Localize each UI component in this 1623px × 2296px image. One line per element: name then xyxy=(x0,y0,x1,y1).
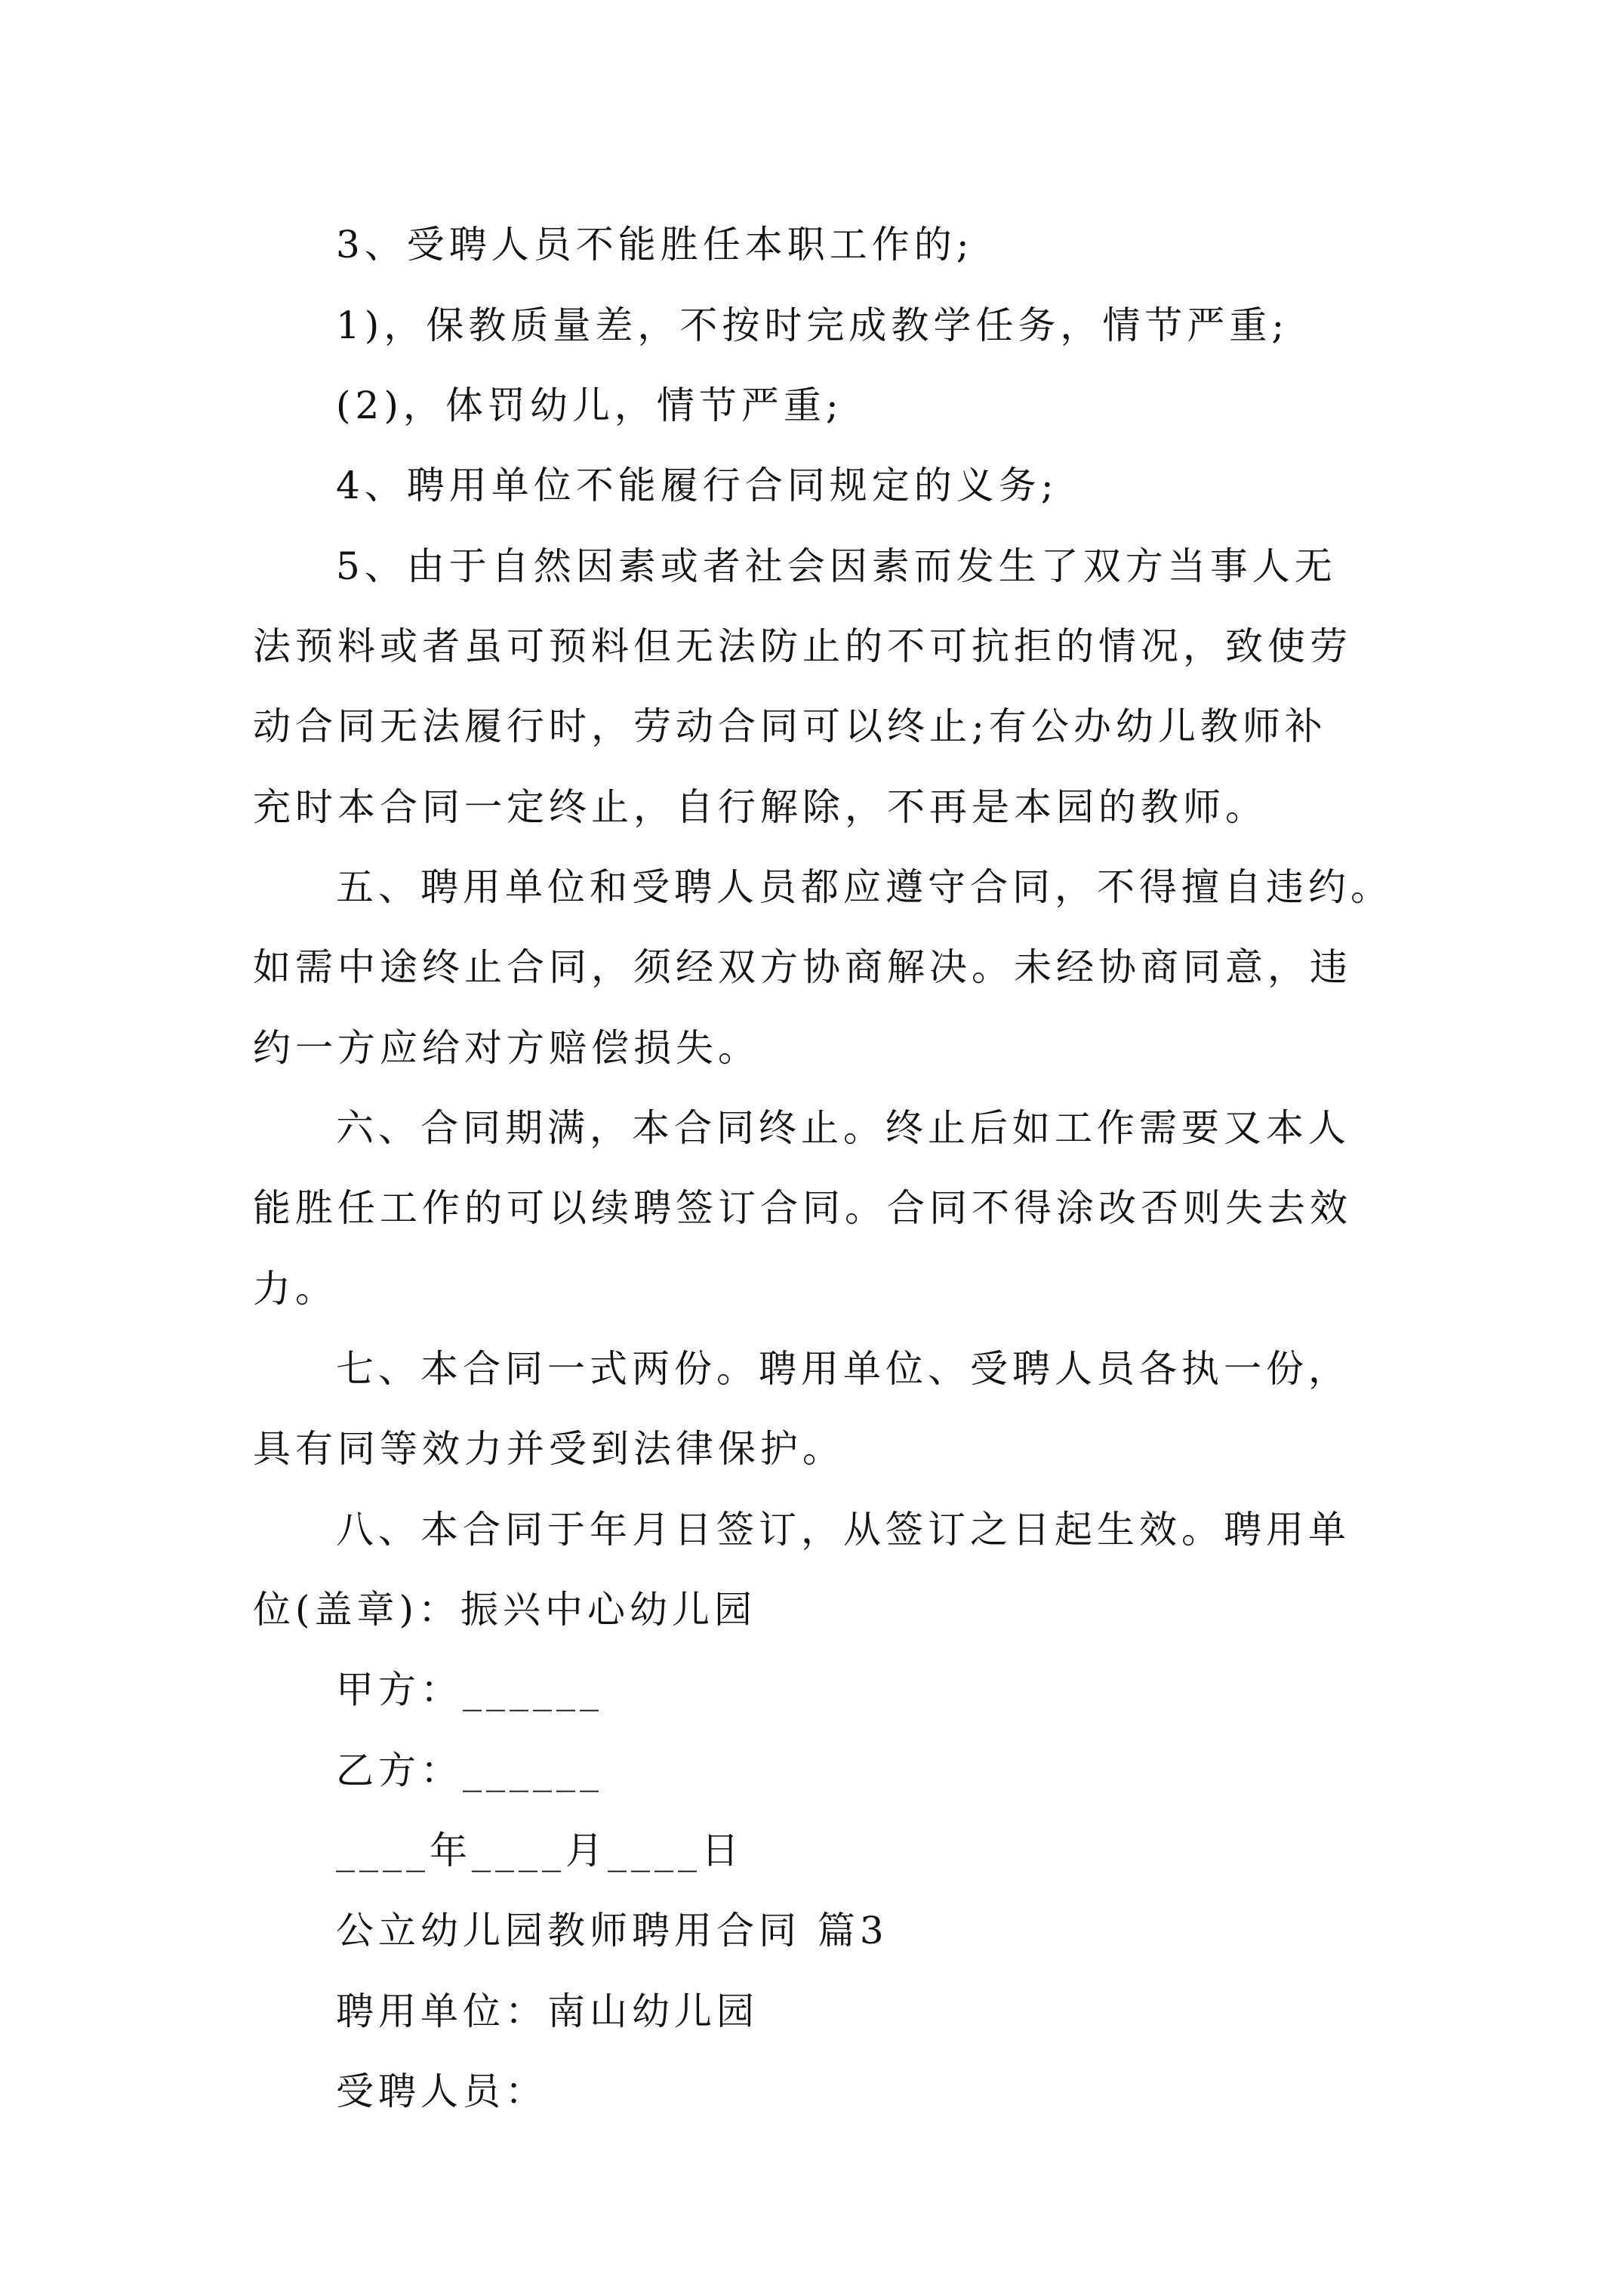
clause-5-line-3: 动合同无法履行时，劳动合同可以终止;有公办幼儿教师补 xyxy=(253,704,1327,748)
clause-3: 3、受聘人员不能胜任本职工作的; xyxy=(336,223,974,267)
clause-5-line-2: 法预料或者虽可预料但无法防止的不可抗拒的情况，致使劳 xyxy=(253,624,1352,668)
section-7-line-1: 七、本合同一式两份。聘用单位、受聘人员各执一份， xyxy=(336,1347,1350,1391)
section-8-line-1: 八、本合同于年月日签订，从签订之日起生效。聘用单 xyxy=(336,1508,1350,1552)
section-6-line-1: 六、合同期满，本合同终止。终止后如工作需要又本人 xyxy=(336,1106,1350,1150)
section-6-line-3: 力。 xyxy=(253,1267,337,1311)
clause-3-item-2: (2)，体罚幼儿，情节严重; xyxy=(336,384,843,427)
clause-3-item-1: 1)，保教质量差，不按时完成教学任务，情节严重; xyxy=(336,304,1289,347)
employer-line: 聘用单位：南山幼儿园 xyxy=(336,1989,759,2033)
clause-4: 4、聘用单位不能履行合同规定的义务; xyxy=(336,464,1058,507)
section-6-line-2: 能胜任工作的可以续聘签订合同。合同不得涂改否则失去效 xyxy=(253,1186,1352,1230)
employee-line: 受聘人员： xyxy=(336,2069,547,2113)
section-7-line-2: 具有同等效力并受到法律保护。 xyxy=(253,1427,845,1471)
section-5-line-3: 约一方应给对方赔偿损失。 xyxy=(253,1026,760,1070)
section-5-line-2: 如需中途终止合同，须经双方协商解决。未经协商同意，违 xyxy=(253,945,1352,989)
party-a-signature: 甲方：______ xyxy=(336,1668,603,1712)
contract-title: 公立幼儿园教师聘用合同 篇3 xyxy=(336,1909,888,1952)
party-b-signature: 乙方：______ xyxy=(336,1749,603,1792)
signing-date: ____年____月____日 xyxy=(336,1829,744,1872)
section-5-line-1: 五、聘用单位和受聘人员都应遵守合同，不得擅自违约。 xyxy=(336,865,1393,909)
clause-5-line-4: 充时本合同一定终止，自行解除，不再是本园的教师。 xyxy=(253,785,1267,829)
clause-5-line-1: 5、由于自然因素或者社会因素而发生了双方当事人无 xyxy=(336,544,1337,588)
section-8-line-2: 位(盖章)：振兴中心幼儿园 xyxy=(253,1588,757,1632)
